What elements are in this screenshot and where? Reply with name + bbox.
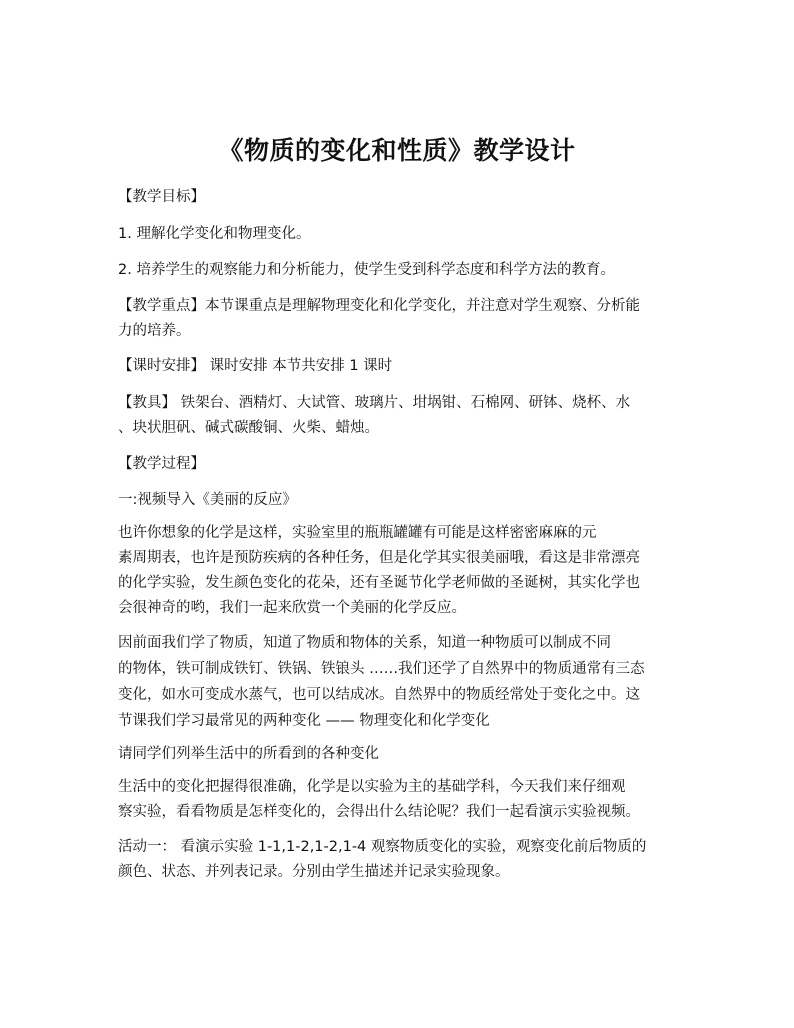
tools-paragraph (118, 391, 690, 441)
objective-2: 2. 培养学生的观察能力和分析能力，使学生受到科学态度和科学方法的教育。 (118, 262, 615, 278)
document-title: 《物质的变化和性质》教学设计 (218, 136, 576, 165)
activity-1-line: 颜色、状态、并列表记录。分别由学生描述并记录实验现象。 (118, 864, 510, 880)
prompt-paragraph: 请同学们列举生活中的所看到的各种变化 (118, 746, 379, 762)
activity-1-paragraph (118, 835, 690, 885)
review-line: 变化，如水可变成水蒸气，也可以结成冰。自然界中的物质经常处于变化之中。这 (118, 687, 640, 703)
key-points-paragraph (118, 294, 690, 344)
review-line: 因前面我们学了物质，知道了物质和物体的关系，知道一种物质可以制成不同 (118, 635, 611, 651)
activity-1-line: 活动一： 看演示实验 1-1,1-2,1-2,1-4 观察物质变化的实验，观察变化前后物质的 (118, 839, 647, 855)
transition-line: 生活中的变化把握得很准确，化学是以实验为主的基础学科，今天我们来仔细观 (118, 779, 626, 795)
review-paragraph (118, 630, 690, 734)
intro-line: 也许你想象的化学是这样，实验室里的瓶瓶罐罐有可能是这样密密麻麻的元 (118, 525, 597, 541)
objectives-heading: 【教学目标】 (118, 189, 205, 205)
process-heading: 【教学过程】 (118, 456, 205, 472)
intro-line: 的化学实验，发生颜色变化的花朵，还有圣诞节化学老师做的圣诞树，其实化学也 (118, 575, 640, 591)
intro-line: 会很神奇的哟，我们一起来欣赏一个美丽的化学反应。 (118, 600, 466, 616)
section-1-heading: 一:视频导入《美丽的反应》 (118, 492, 297, 508)
objective-1: 1. 理解化学变化和物理变化。 (118, 226, 311, 242)
tools-line: 、块状胆矾、碱式碳酸铜、火柴、蜡烛。 (118, 420, 379, 436)
review-line: 节课我们学习最常见的两种变化 —— 物理变化和化学变化 (118, 713, 490, 729)
intro-line: 素周期表，也许是预防疾病的各种任务，但是化学其实很美丽哦，看这是非常漂亮 (118, 550, 640, 566)
key-points-line: 力的培养。 (118, 323, 191, 339)
schedule-paragraph: 【课时安排】 课时安排 本节共安排 1 课时 (118, 358, 393, 374)
intro-paragraph (118, 521, 690, 621)
tools-line: 【教具】 铁架台、酒精灯、大试管、玻璃片、坩埚钳、石棉网、研钵、烧杯、水 (118, 395, 631, 411)
review-line: 的物体，铁可制成铁钉、铁锅、铁锒头 ……我们还学了自然界中的物质通常有三态 (118, 661, 645, 677)
transition-paragraph (118, 775, 690, 825)
key-points-line: 【教学重点】本节课重点是理解物理变化和化学变化，并注意对学生观察、分析能 (118, 298, 640, 314)
transition-line: 察实验，看看物质是怎样变化的，会得出什么结论呢？我们一起看演示实验视频。 (118, 804, 640, 820)
